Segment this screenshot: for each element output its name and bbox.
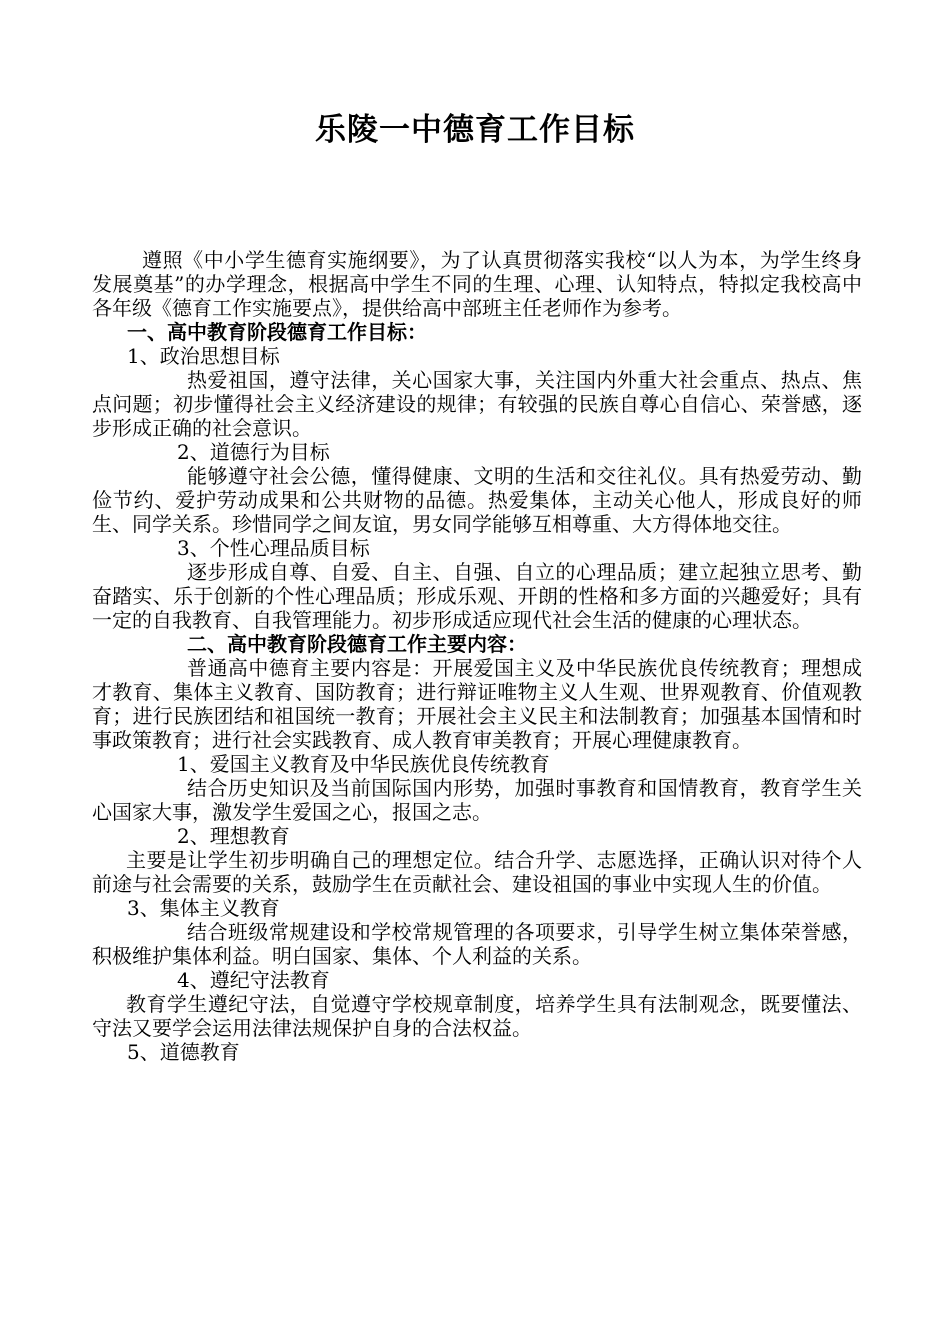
- section-2-item-1-title: 1、爱国主义教育及中华民族优良传统教育: [177, 752, 550, 776]
- section-1-item-3-text: 逐步形成自尊、自爱、自主、自强、自立的心理品质；建立起独立思考、勤奋踏实、乐于创新的个性心理品质；形成乐观、开朗的性格和多方面的兴趣爱好；具有一定的自我教育、自我管理能力。初步形成适应现代社会生活的健康的心理状态。: [92, 560, 862, 632]
- page-title: 乐陵一中德育工作目标: [315, 112, 635, 148]
- section-2-item-4-title: 4、遵纪守法教育: [177, 968, 330, 992]
- section-1-item-3-title: 3、个性心理品质目标: [177, 536, 370, 560]
- section-1-item-1-title: 1、政治思想目标: [127, 344, 280, 368]
- section-2-intro: 普通高中德育主要内容是：开展爱国主义及中华民族优良传统教育；理想成才教育、集体主义教育、国防教育；进行辩证唯物主义人生观、世界观教育、价值观教育；进行民族团结和祖国统一教育；开展社会主义民主和法制教育；加强基本国情和时事政策教育；进行社会实践教育、成人教育审美教育；开展心理健康教育。: [92, 656, 862, 752]
- section-2-heading: 二、高中教育阶段德育工作主要内容：: [187, 632, 527, 656]
- document-body: [92, 248, 862, 1064]
- section-1-heading: 一、高中教育阶段德育工作目标：: [127, 320, 427, 344]
- section-2-item-4-text: 教育学生遵纪守法，自觉遵守学校规章制度，培养学生具有法制观念，既要懂法、守法又要学会运用法律法规保护自身的合法权益。: [92, 992, 862, 1040]
- section-1-item-2-title: 2、道德行为目标: [177, 440, 330, 464]
- section-1-item-1-text: 热爱祖国，遵守法律，关心国家大事，关注国内外重大社会重点、热点、焦点问题；初步懂得社会主义经济建设的规律；有较强的民族自尊心自信心、荣誉感，逐步形成正确的社会意识。: [92, 368, 862, 440]
- section-2-item-3-text: 结合班级常规建设和学校常规管理的各项要求，引导学生树立集体荣誉感，积极维护集体利益。明白国家、集体、个人利益的关系。: [92, 920, 862, 968]
- intro-paragraph: 遵照《中小学生德育实施纲要》，为了认真贯彻落实我校“以人为本，为学生终身发展奠基”的办学理念，根据高中学生不同的生理、心理、认知特点，特拟定我校高中各年级《德育工作实施要点》，提供给高中部班主任老师作为参考。: [92, 248, 862, 320]
- section-2-item-1-text: 结合历史知识及当前国际国内形势，加强时事教育和国情教育，教育学生关心国家大事，激发学生爱国之心，报国之志。: [92, 776, 862, 824]
- section-2-item-2-text: 主要是让学生初步明确自己的理想定位。结合升学、志愿选择，正确认识对待个人前途与社会需要的关系，鼓励学生在贡献社会、建设祖国的事业中实现人生的价值。: [92, 848, 862, 896]
- section-1-item-2-text: 能够遵守社会公德，懂得健康、文明的生活和交往礼仪。具有热爱劳动、勤俭节约、爱护劳动成果和公共财物的品德。热爱集体，主动关心他人，形成良好的师生、同学关系。珍惜同学之间友谊，男女同学能够互相尊重、大方得体地交往。: [92, 464, 862, 536]
- section-2-item-2-title: 2、理想教育: [177, 824, 290, 848]
- section-2-item-3-title: 3、集体主义教育: [127, 896, 280, 920]
- section-2-item-5-title: 5、道德教育: [127, 1040, 240, 1064]
